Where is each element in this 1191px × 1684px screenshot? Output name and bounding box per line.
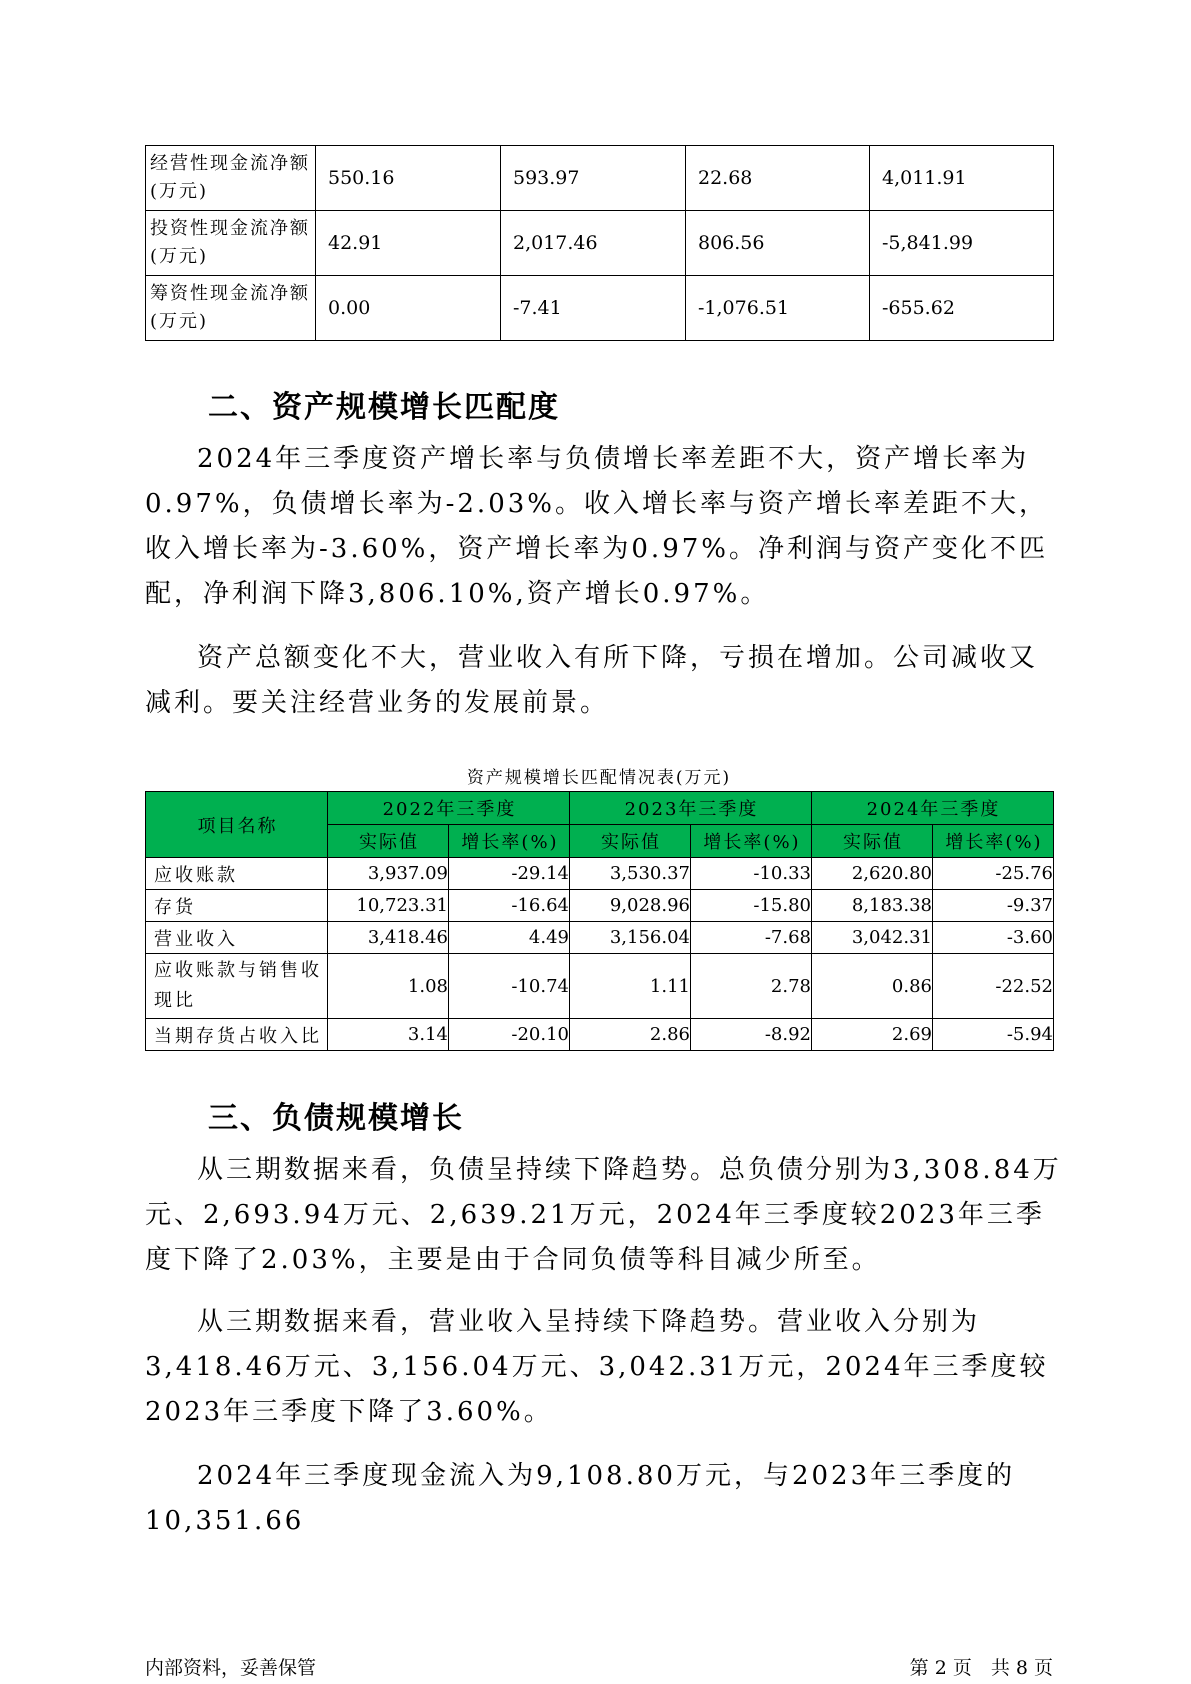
column-header-growth: 增长率(%) [691, 825, 812, 858]
cell-value: -5,841.99 [870, 211, 1054, 276]
cell-value: 9,028.96 [570, 890, 691, 922]
cell-value: -9.37 [933, 890, 1054, 922]
cell-value: 806.56 [686, 211, 870, 276]
cell-value: 0.86 [812, 954, 933, 1019]
cell-value: 4,011.91 [870, 146, 1054, 211]
column-header-actual: 实际值 [328, 825, 449, 858]
cell-value: 1.08 [328, 954, 449, 1019]
cell-value: -10.74 [449, 954, 570, 1019]
table-row [146, 146, 1054, 211]
cell-value: 42.91 [316, 211, 501, 276]
cell-value: 3,418.46 [328, 922, 449, 954]
paragraph: 从三期数据来看，营业收入呈持续下降趋势。营业收入分别为3,418.46万元、3,156.04万元、3,042.31万元，2024年三季度较2023年三季度下降了3.60%。 [145, 1307, 1049, 1427]
table-row [146, 276, 1054, 341]
column-header-actual: 实际值 [570, 825, 691, 858]
cell-value: -29.14 [449, 858, 570, 890]
cell-value: -20.10 [449, 1019, 570, 1051]
cell-value: -7.41 [501, 276, 686, 341]
footer-confidential: 内部资料，妥善保管 [145, 1657, 317, 1679]
cell-value: 2.78 [691, 954, 812, 1019]
column-header-item: 项目名称 [146, 792, 328, 858]
column-header-period: 2022年三季度 [328, 792, 570, 825]
growth-match-table [145, 791, 1054, 1051]
cell-value: 2.86 [570, 1019, 691, 1051]
row-label: 应收账款与销售收现比 [146, 954, 328, 1019]
cell-value: 3,156.04 [570, 922, 691, 954]
cell-value: -16.64 [449, 890, 570, 922]
cell-value: 0.00 [316, 276, 501, 341]
table-row [146, 1019, 1054, 1051]
paragraph: 资产总额变化不大，营业收入有所下降，亏损在增加。公司减收又减利。要关注经营业务的发展前景。 [145, 643, 1039, 718]
row-label: 应收账款 [146, 858, 328, 890]
row-label: 存货 [146, 890, 328, 922]
cell-value: -22.52 [933, 954, 1054, 1019]
column-header-period: 2023年三季度 [570, 792, 812, 825]
row-label: 投资性现金流净额(万元) [146, 211, 316, 276]
table-row [146, 211, 1054, 276]
cell-value: 593.97 [501, 146, 686, 211]
cell-value: 3,042.31 [812, 922, 933, 954]
cell-value: 550.16 [316, 146, 501, 211]
column-header-growth: 增长率(%) [933, 825, 1054, 858]
cell-value: -3.60 [933, 922, 1054, 954]
table-row [146, 954, 1054, 1019]
column-header-actual: 实际值 [812, 825, 933, 858]
row-label: 当期存货占收入比 [146, 1019, 328, 1051]
cell-value: -10.33 [691, 858, 812, 890]
table-caption: 资产规模增长匹配情况表(万元) [466, 768, 732, 788]
cell-value: 4.49 [449, 922, 570, 954]
cell-value: 3.14 [328, 1019, 449, 1051]
table-header-row [146, 792, 1054, 825]
cell-value: 22.68 [686, 146, 870, 211]
cell-value: -15.80 [691, 890, 812, 922]
cell-value: 1.11 [570, 954, 691, 1019]
row-label: 营业收入 [146, 922, 328, 954]
column-header-growth: 增长率(%) [449, 825, 570, 858]
cell-value: -7.68 [691, 922, 812, 954]
cell-value: -8.92 [691, 1019, 812, 1051]
cell-value: -1,076.51 [686, 276, 870, 341]
cell-value: 2,017.46 [501, 211, 686, 276]
cashflow-table [145, 145, 1054, 341]
cell-value: 8,183.38 [812, 890, 933, 922]
footer-page-number: 第 2 页 共 8 页 [909, 1657, 1053, 1679]
paragraph: 2024年三季度资产增长率与负债增长率差距不大，资产增长率为0.97%，负债增长率为-2.03%。收入增长率与资产增长率差距不大，收入增长率为-3.60%，资产增长率为0.97%。净利润与资产变化不匹配，净利润下降3,806.10%,资产增长0.97%。 [145, 444, 1048, 609]
cell-value: -5.94 [933, 1019, 1054, 1051]
cell-value: -655.62 [870, 276, 1054, 341]
cell-value: 3,530.37 [570, 858, 691, 890]
column-header-period: 2024年三季度 [812, 792, 1054, 825]
table-row [146, 858, 1054, 890]
cell-value: 2.69 [812, 1019, 933, 1051]
row-label: 筹资性现金流净额(万元) [146, 276, 316, 341]
cell-value: 2,620.80 [812, 858, 933, 890]
cell-value: 10,723.31 [328, 890, 449, 922]
section-heading: 二、资产规模增长匹配度 [208, 390, 560, 425]
cell-value: -25.76 [933, 858, 1054, 890]
row-label: 经营性现金流净额(万元) [146, 146, 316, 211]
paragraph: 从三期数据来看，负债呈持续下降趋势。总负债分别为3,308.84万元、2,693.94万元、2,639.21万元，2024年三季度较2023年三季度下降了2.03%，主要是由于合同负债等科目减少所至。 [145, 1155, 1062, 1275]
cell-value: 3,937.09 [328, 858, 449, 890]
table-row [146, 922, 1054, 954]
table-row [146, 890, 1054, 922]
paragraph: 2024年三季度现金流入为9,108.80万元，与2023年三季度的10,351.66 [145, 1461, 1016, 1536]
section-heading: 三、负债规模增长 [208, 1101, 464, 1136]
